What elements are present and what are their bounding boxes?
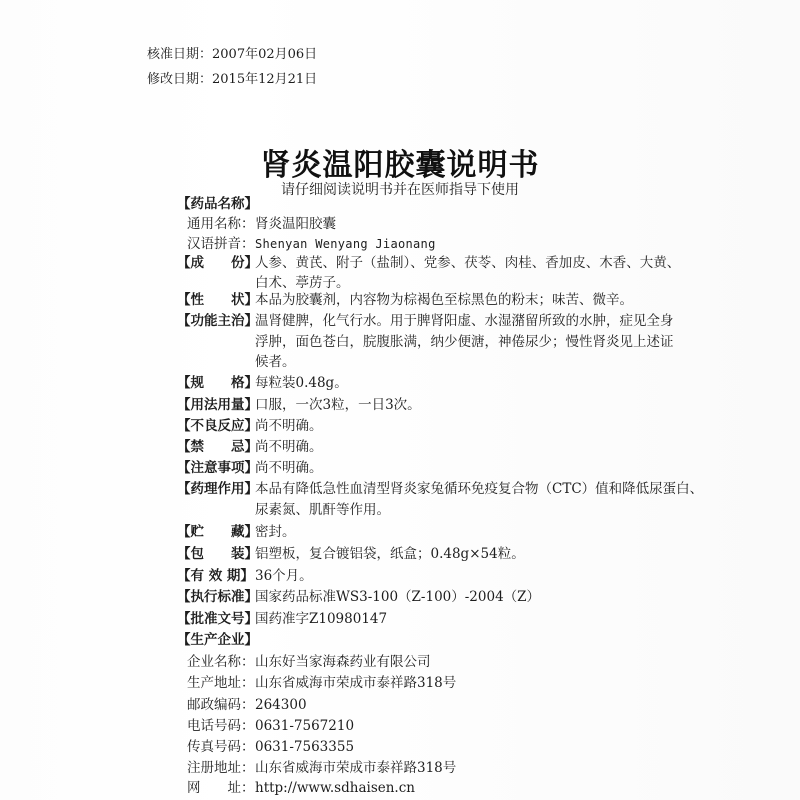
field-label: 通用名称： xyxy=(187,216,255,232)
section-text-line: 温肾健脾，化气行水。用于脾肾阳虚、水湿潴留所致的水肿，症见全身 xyxy=(255,313,674,329)
section-text-line: 尿素氮、肌酐等作用。 xyxy=(255,502,390,518)
field-label: 汉语拼音： xyxy=(187,236,255,252)
section-text-line: 每粒装0.48g。 xyxy=(255,375,348,391)
section-text-line: 36个月。 xyxy=(255,568,313,584)
document-title: 肾炎温阳胶囊说明书 xyxy=(260,148,540,183)
section-text-line: 国家药品标准WS3-100（Z-100）-2004（Z） xyxy=(255,589,541,605)
section-text-line: 浮肿，面色苍白，脘腹胀满，纳少便溏，神倦尿少；慢性肾炎见上述证 xyxy=(255,334,674,350)
section-label: 【禁 忌】 xyxy=(177,439,258,455)
section-text-line: 国药准字Z10980147 xyxy=(255,611,388,627)
section-label: 【不良反应】 xyxy=(177,418,258,434)
section-label: 【有 效 期】 xyxy=(177,568,254,584)
section-label: 【性 状】 xyxy=(177,292,258,308)
section-label: 【药理作用】 xyxy=(177,481,258,497)
registered-address-value: 山东省威海市荣成市泰祥路318号 xyxy=(255,760,457,776)
revision-date: 修改日期：2015年12月21日 xyxy=(147,72,318,87)
field-label: 电话号码： xyxy=(187,718,255,734)
section-label: 【批准文号】 xyxy=(177,611,258,627)
pinyin-value: Shenyan Wenyang Jiaonang xyxy=(255,237,436,251)
field-label: 生产地址： xyxy=(187,675,255,691)
section-label: 【包 装】 xyxy=(177,546,258,562)
section-text-line: 白术、葶苈子。 xyxy=(255,275,350,291)
section-label: 【贮 藏】 xyxy=(177,524,258,540)
section-text-line: 尚不明确。 xyxy=(255,460,323,476)
field-label: 邮政编码： xyxy=(187,697,255,713)
section-label: 【功能主治】 xyxy=(177,313,258,329)
company-name-value: 山东好当家海森药业有限公司 xyxy=(255,654,431,670)
field-label: 网 址： xyxy=(187,780,255,796)
section-label: 【注意事项】 xyxy=(177,460,258,476)
field-label: 企业名称： xyxy=(187,654,255,670)
section-label: 【用法用量】 xyxy=(177,397,258,413)
section-label: 【执行标准】 xyxy=(177,589,258,605)
section-label: 【药品名称】 xyxy=(177,196,258,212)
field-label: 传真号码： xyxy=(187,739,255,755)
section-text-line: 本品有降低急性血清型肾炎家兔循环免疫复合物（CTC）值和降低尿蛋白、 xyxy=(255,481,704,497)
fax-value: 0631-7563355 xyxy=(255,739,355,755)
section-text-line: 口服，一次3粒，一日3次。 xyxy=(255,397,421,413)
section-text-line: 候者。 xyxy=(255,354,296,370)
section-text-line: 本品为胶囊剂，内容物为棕褐色至棕黑色的粉末；味苦、微辛。 xyxy=(255,292,633,308)
approval-date: 核准日期：2007年02月06日 xyxy=(147,47,318,62)
section-text-line: 尚不明确。 xyxy=(255,439,323,455)
section-text-line: 密封。 xyxy=(255,524,296,540)
document-subtitle: 请仔细阅读说明书并在医师指导下使用 xyxy=(281,182,519,198)
field-label: 注册地址： xyxy=(187,760,255,776)
website-value[interactable]: http://www.sdhaisen.cn xyxy=(255,780,415,796)
section-text-line: 尚不明确。 xyxy=(255,418,323,434)
production-address-value: 山东省威海市荣成市泰祥路318号 xyxy=(255,675,457,691)
section-text-line: 铝塑板，复合镀铝袋，纸盒；0.48g×54粒。 xyxy=(255,546,525,562)
section-label: 【生产企业】 xyxy=(177,632,258,648)
postal-code-value: 264300 xyxy=(255,697,307,713)
section-label: 【规 格】 xyxy=(177,375,258,391)
phone-value: 0631-7567210 xyxy=(255,718,355,734)
section-label: 【成 份】 xyxy=(177,255,258,271)
section-text-line: 人参、黄芪、附子（盐制）、党参、茯苓、肉桂、香加皮、木香、大黄、 xyxy=(255,255,681,271)
common-name-value: 肾炎温阳胶囊 xyxy=(255,216,336,232)
